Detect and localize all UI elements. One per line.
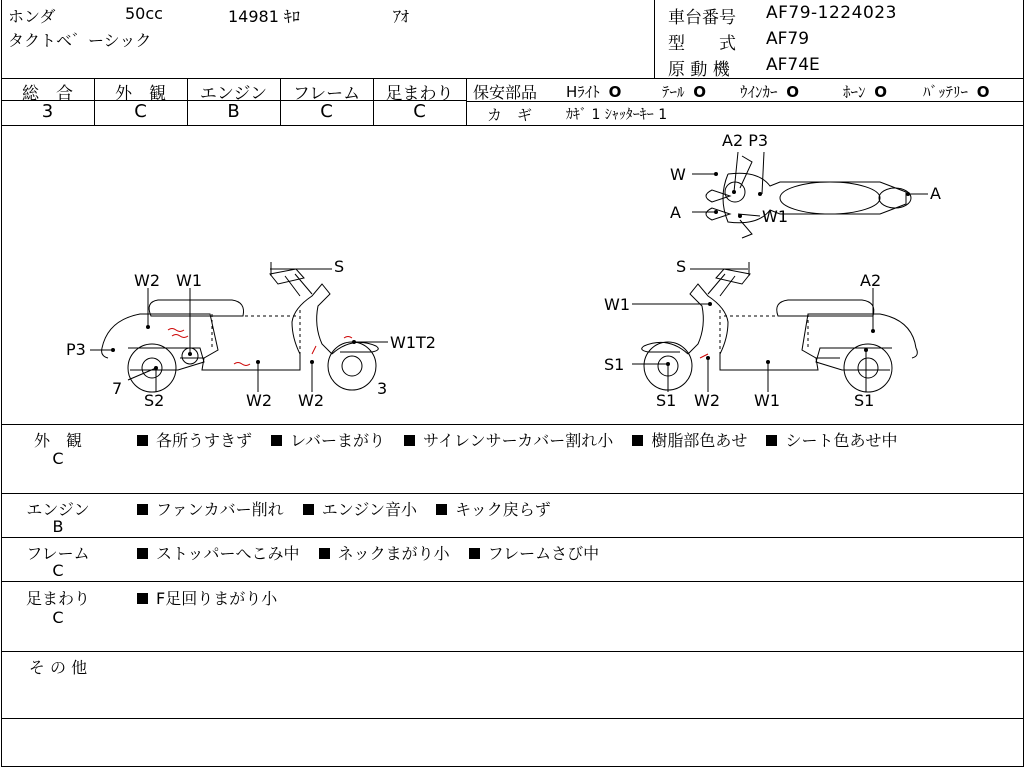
note-text: サイレンサーカバー割れ小: [423, 431, 614, 450]
engine-value: AF74E: [766, 55, 820, 75]
safety-battery-mark: O: [976, 83, 990, 101]
damage-dots: [111, 172, 910, 370]
note-text: シート色あせ中: [785, 431, 898, 450]
note-text: 樹脂部色あせ: [651, 431, 748, 450]
safety-label: 保安部品: [473, 83, 538, 102]
maker: ホンダ: [8, 7, 56, 26]
label-3: 3: [377, 379, 388, 398]
label-w1-top: W1: [762, 207, 788, 226]
section-exterior-grade: C: [52, 449, 64, 468]
section-suspension-grade: C: [52, 608, 64, 627]
leader-lines: [90, 152, 928, 392]
diagram-labels: [66, 131, 941, 410]
label-w-top: W: [670, 165, 686, 184]
grade-exterior: C: [134, 101, 147, 122]
label-s: S: [334, 257, 345, 276]
section-exterior-notes: [137, 428, 911, 451]
label-w2-c: W2: [298, 391, 324, 410]
engine-label: 原 動 機: [668, 60, 730, 80]
label-w1t2: W1T2: [390, 333, 436, 352]
type-value: AF79: [766, 29, 810, 49]
grade-engine: B: [227, 101, 240, 122]
note-text: フレームさび中: [487, 544, 600, 563]
safety-tail-label: ﾃｰﾙ: [662, 83, 685, 101]
grade-header-suspension: 足まわり: [385, 84, 454, 104]
label-w2: W2: [134, 271, 160, 290]
section-frame-notes: [137, 541, 613, 564]
safety-horn: [843, 81, 887, 102]
label-a2-right: A2: [860, 271, 882, 290]
label-a-top-right: A: [930, 184, 941, 203]
displacement: 50cc: [125, 4, 163, 23]
label-w2-right: W2: [694, 391, 720, 410]
section-frame-title: フレーム: [26, 544, 90, 563]
grade-overall: 3: [41, 101, 54, 122]
label-w1: W1: [176, 271, 202, 290]
label-p3: P3: [66, 340, 86, 359]
label-s1-c: S1: [854, 391, 875, 410]
damage-diagram: [0, 126, 1024, 424]
key-label: カ ギ: [487, 106, 533, 124]
note-text: ストッパーへこみ中: [156, 544, 300, 563]
section-frame-grade: C: [52, 561, 64, 580]
grade-frame: C: [320, 101, 333, 122]
section-engine-title: エンジン: [26, 500, 90, 519]
label-s2: S2: [144, 391, 165, 410]
safety-tail: [662, 81, 706, 102]
note-text: ファンカバー削れ: [156, 500, 284, 519]
frame-no: AF79-1224023: [766, 3, 897, 23]
section-suspension-notes: [137, 586, 291, 609]
section-other-title: そ の 他: [28, 658, 88, 677]
safety-horn-mark: O: [874, 83, 888, 101]
safety-headlight: [566, 81, 621, 102]
note-text: レバーまがり: [290, 431, 385, 450]
label-s1-right: S1: [604, 355, 625, 374]
note-text: ネックまがり小: [337, 544, 450, 563]
grade-header-exterior: 外 観: [115, 84, 166, 104]
label-s-right: S: [676, 257, 687, 276]
safety-headlight-mark: O: [608, 83, 622, 101]
label-w2-b: W2: [246, 391, 272, 410]
section-engine-grade: B: [52, 517, 64, 536]
note-text: エンジン音小: [321, 500, 417, 519]
label-s1-b: S1: [656, 391, 677, 410]
grade-header-frame: フレーム: [292, 84, 361, 104]
note-text: 各所うすきず: [156, 431, 253, 450]
safety-winker-mark: O: [786, 83, 800, 101]
label-w1-right: W1: [604, 295, 630, 314]
safety-winker: [740, 81, 799, 102]
mileage: 14981 ｷﾛ: [228, 7, 300, 26]
key-value: ｶｷﾞ 1 ｼｬｯﾀｰｷｰ 1: [566, 107, 668, 123]
note-text: F足回りまがり小: [156, 589, 278, 608]
safety-battery-label: ﾊﾞｯﾃﾘｰ: [923, 83, 969, 101]
label-a2p3-top: A2 P3: [722, 131, 769, 150]
safety-battery: [923, 81, 990, 102]
safety-tail-mark: O: [693, 83, 707, 101]
color: ｱｵ: [393, 7, 410, 26]
section-exterior-title: 外 観: [33, 431, 82, 450]
label-7: 7: [112, 379, 123, 398]
section-engine-notes: [137, 497, 565, 520]
safety-horn-label: ﾎｰﾝ: [843, 83, 866, 101]
grade-header-overall: 総 合: [22, 84, 73, 104]
model-name: タクトベ゛ーシック: [8, 31, 152, 50]
safety-winker-label: ｳｲﾝｶｰ: [740, 83, 778, 101]
grade-suspension: C: [413, 101, 426, 122]
frame-no-label: 車台番号: [668, 8, 736, 28]
type-label: 型 式: [668, 34, 736, 54]
section-suspension-title: 足まわり: [25, 589, 90, 608]
label-a-top: A: [670, 203, 681, 222]
grade-header-engine: エンジン: [199, 84, 268, 104]
label-w1-b: W1: [754, 391, 780, 410]
safety-headlight-label: Hﾗｲﾄ: [566, 83, 600, 101]
scratch-marks: [168, 329, 708, 366]
note-text: キック戻らず: [455, 500, 551, 519]
